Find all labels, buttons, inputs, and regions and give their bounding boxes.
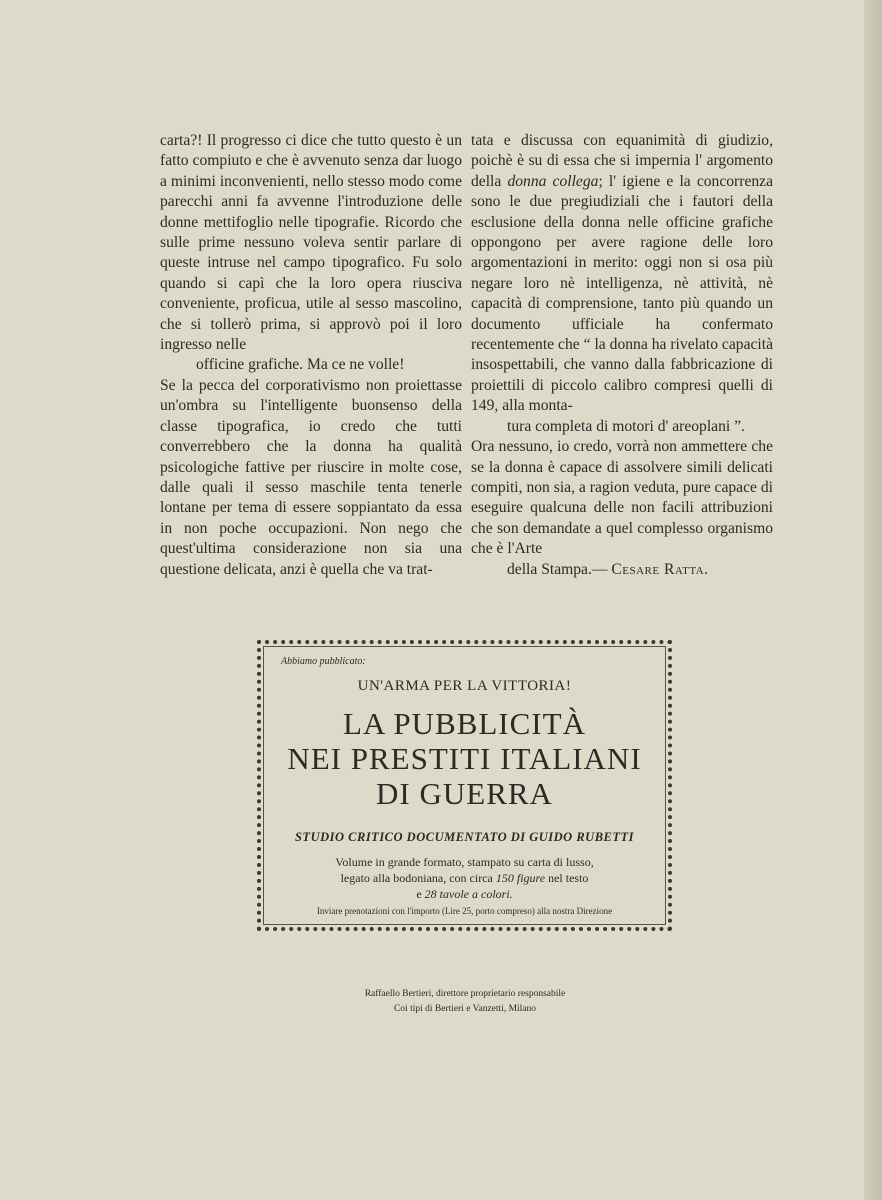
advertisement-box: [257, 640, 672, 931]
desc-line: [261, 870, 668, 886]
text-run: nel testo: [545, 871, 589, 885]
paragraph: [471, 131, 773, 417]
paragraph: Se la pecca del corporativismo non proiettasse un'ombra su l'intelligente buonsenso della classe tipografica, io credo che tutti converrebbero che la donna ha qualità psicologiche fattive per riuscire in molte cose, dalle quali il sesso maschile tenta tenerle lontane per tema di essere soppiantato da essa in non poche occupazioni. Non nego che quest'ultima considerazione non sia una questione delicata, anzi è quella che va trat-: [160, 376, 462, 578]
text-run: legato alla bodoniana, con circa: [340, 871, 496, 885]
page-edge: [864, 0, 882, 1200]
ad-title-line: NEI PRESTITI ITALIANI: [287, 741, 642, 776]
ad-kicker: Abbiamo pubblicato:: [281, 656, 366, 667]
ad-title-line: DI GUERRA: [376, 776, 553, 811]
text-italic: 150 figure: [495, 871, 546, 885]
imprint-line: Raffaello Bertieri, direttore proprietario responsabile: [364, 989, 566, 999]
imprint-line: Coi tipi di Bertieri e Vanzetti, Milano: [393, 1004, 537, 1014]
desc-line: [261, 886, 668, 902]
ad-title: [261, 706, 668, 811]
paragraph: officine grafiche. Ma ce ne volle!: [196, 356, 405, 374]
text-italic: donna collega: [507, 172, 599, 190]
ad-headline: UN'ARMA PER LA VITTORIA!: [357, 678, 572, 694]
paragraph: carta?! Il progresso ci dice che tutto questo è un fatto compiuto e che è avvenuto senza dar luogo a minimi inconvenienti, nello stesso modo come parecchi anni fa avvenne l'introduzione delle donne mettifoglio nelle tipografie. Ricordo che sulle prime nessuno voleva sentir parlare di queste intruse nel campo tipografico. Fu solo quando si capì che la loro opera riusciva conveniente, proficua, utile al sesso mascolino, che si tollerò prima, si approvò poi il loro ingresso nelle: [160, 132, 462, 354]
text-run: ; l' igiene e la concorrenza sono le due pregiudiziali che i fautori della esclusione della donna nelle officine grafiche oppongono per avere ragione delle loro argomentazioni in merito: oggi non si osa più negare loro nè intelligenza, nè attività, nè capacità di comprensione, tanto più quando un documento ufficiale ha confermato recentemente che “ la donna ha rivelato capacità insospettabili, che vanno dalla fabbricazione di proiettili di piccolo calibro compresi quelli di 149, alla monta-: [471, 172, 774, 415]
ad-order-note: Inviare prenotazioni con l'importo (Lire 25, porto compreso) alla nostra Direzione: [316, 906, 613, 916]
paragraph: Ora nessuno, io credo, vorrà non ammettere che se la donna è capace di assolvere simili delicati compiti, non sia, a ragion veduta, pure capace di eseguire qualcuna delle non facili attribuzioni che son demandate a quel complesso organismo che è l'Arte: [471, 438, 773, 558]
paragraph: [471, 560, 773, 580]
ad-title-line: LA PUBBLICITÀ: [343, 706, 586, 741]
ad-description: [261, 854, 668, 902]
text-run: tata e discussa con equanimità di giudizio, poichè è su di essa che si impernia l' argomento della: [471, 132, 773, 190]
left-column: [160, 131, 462, 580]
paragraph: tura completa di motori d' areoplani ”.: [507, 417, 745, 435]
ad-subtitle: STUDIO CRITICO DOCUMENTATO DI GUIDO RUBETTI: [294, 830, 635, 844]
signature: Cesare Ratta.: [611, 560, 709, 578]
imprint: [300, 987, 630, 1017]
text-run: della Stampa.—: [507, 560, 608, 578]
right-column: [471, 131, 773, 580]
text-italic: 28 tavole a colori.: [424, 887, 513, 901]
desc-line: Volume in grande formato, stampato su carta di lusso,: [335, 855, 594, 869]
text-run: e: [416, 887, 425, 901]
